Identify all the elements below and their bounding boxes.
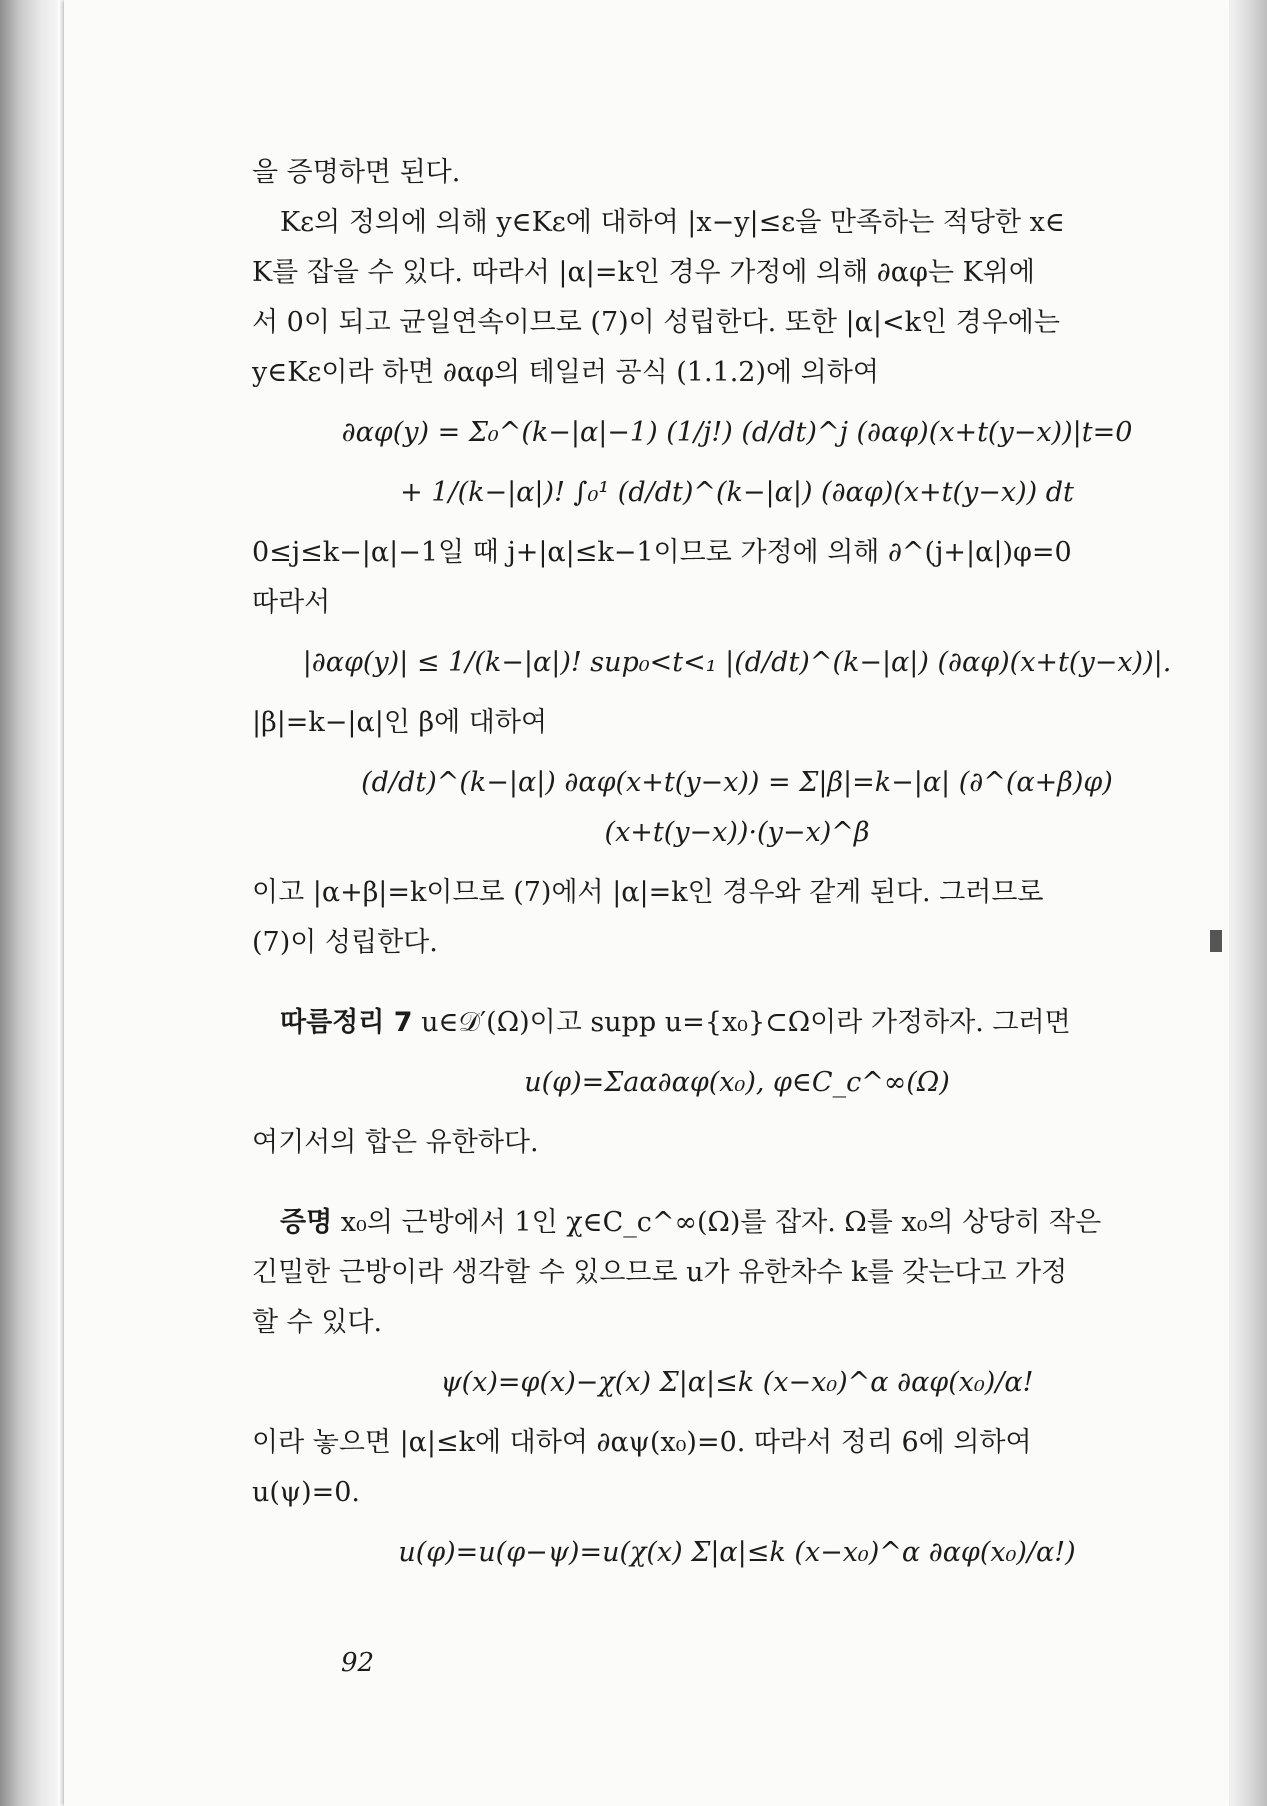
text-line: u(ψ)=0. (252, 1477, 361, 1508)
text-line: K를 잡을 수 있다. 따라서 |α|=k인 경우 가정에 의해 ∂αφ는 K위에 (252, 257, 1035, 288)
text-line: Kε의 정의에 의해 y∈Kε에 대하여 |x−y|≤ε을 만족하는 적당한 x∈ (280, 207, 1065, 238)
psi-definition-formula: ψ(x)=φ(x)−χ(x) Σ|α|≤k (x−x₀)^α ∂αφ(x₀)/α! (440, 1367, 1034, 1398)
page-content (252, 148, 1222, 1588)
text-line: 서 0이 되고 균일연속이므로 (7)이 성립한다. 또한 |α|<k인 경우에는 (252, 307, 1060, 338)
text-line: 이라 놓으면 |α|≤k에 대하여 ∂αψ(x₀)=0. 따라서 정리 6에 의하여 (252, 1427, 1032, 1458)
text-line: 따라서 (252, 587, 331, 618)
text-line-content: (7)이 성립한다. (252, 927, 438, 958)
corollary-label: 따름정리 7 (280, 1007, 413, 1038)
book-page-edge (1229, 0, 1267, 1806)
spacer (252, 1168, 1222, 1198)
text-line: 여기서의 합은 유한하다. (252, 1127, 539, 1158)
sup-estimate-formula: |∂αφ(y)| ≤ 1/(k−|α|)! sup₀<t<₁ |(d/dt)^(k−|α|) (∂αφ)(x+t(y−x))|. (302, 647, 1172, 678)
taylor-formula-line1: ∂αφ(y) = Σ₀^(k−|α|−1) (1/j!) (d/dt)^j (∂αφ)(x+t(y−x))|t=0 (341, 417, 1133, 448)
proof-label: 증명 (280, 1207, 333, 1238)
book-page (64, 0, 1229, 1806)
text-line: 이고 |α+β|=k이므로 (7)에서 |α|=k인 경우와 같게 된다. 그러므로 (252, 877, 1044, 908)
book-spine (0, 0, 58, 1806)
derivative-expansion-formula: (d/dt)^(k−|α|) ∂αφ(x+t(y−x)) = Σ|β|=k−|α| (∂^(α+β)φ)(x+t(y−x))·(y−x)^β (361, 767, 1113, 848)
spacer (252, 968, 1222, 998)
text-line: 긴밀한 근방이라 생각할 수 있으므로 u가 유한차수 k를 갖는다고 가정 (252, 1257, 1068, 1288)
taylor-formula-line2: + 1/(k−|α|)! ∫₀¹ (d/dt)^(k−|α|) (∂αφ)(x+t(y−x)) dt (400, 477, 1074, 508)
proof-start (252, 1198, 1222, 1248)
text-line: |β|=k−|α|인 β에 대하여 (252, 707, 548, 738)
page-number: 92 (341, 1648, 375, 1678)
final-formula: u(φ)=u(φ−ψ)=u(χ(x) Σ|α|≤k (x−x₀)^α ∂αφ(x₀)/α!) (398, 1537, 1076, 1568)
proof-text: x₀의 근방에서 1인 χ∈C_c^∞(Ω)를 잡자. Ω를 x₀의 상당히 작은 (340, 1207, 1102, 1238)
qed-mark-icon (1210, 930, 1222, 952)
corollary-statement (252, 998, 1222, 1048)
corollary-text: u∈𝒟′(Ω)이고 supp u={x₀}⊂Ω이라 가정하자. 그러면 (421, 1007, 1071, 1038)
text-line: 0≤j≤k−|α|−1일 때 j+|α|≤k−1이므로 가정에 의해 ∂^(j+|α|)φ=0 (252, 537, 1072, 568)
corollary-formula: u(φ)=Σaα∂αφ(x₀), φ∈C_c^∞(Ω) (524, 1067, 950, 1098)
text-line (252, 918, 1222, 968)
text-line: 할 수 있다. (252, 1307, 383, 1338)
text-line: 을 증명하면 된다. (252, 157, 461, 188)
text-line: y∈Kε이라 하면 ∂αφ의 테일러 공식 (1.1.2)에 의하여 (252, 357, 879, 388)
